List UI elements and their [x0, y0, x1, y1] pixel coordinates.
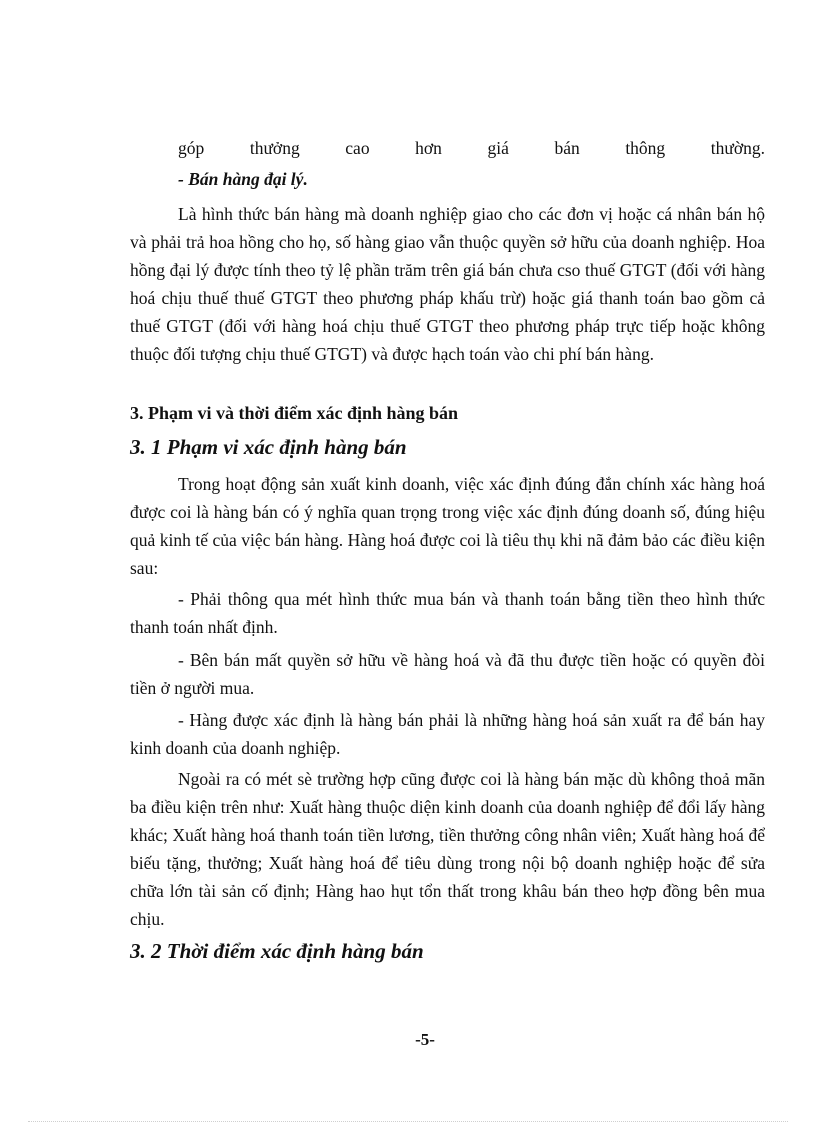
paragraph-scope: Trong hoạt động sản xuất kinh doanh, việc xác định đúng đắn chính xác hàng hoá được coi là hàng bán có ý nghĩa quan trọng trong việc xác định đúng doanh số, đúng hiệu quả kinh tế của việc bán hàng. Hàng hoá được coi là tiêu thụ khi nã đảm bảo các điều kiện sau: [130, 474, 765, 578]
heading-section-3-2: 3. 2 Thời điểm xác định hàng bán [130, 939, 424, 963]
subheading-agent-sales: - Bán hàng đại lý. [178, 169, 308, 189]
heading-section-3: 3. Phạm vi và thời điểm xác định hàng bán [130, 403, 459, 423]
paragraph-agent-sales: Là hình thức bán hàng mà doanh nghiệp giao cho các đơn vị hoặc cá nhân bán hộ và phải trả hoa hồng cho họ, số hàng giao vẫn thuộc quyền sở hữu của doanh nghiệp. Hoa hồng đại lý được tính theo tỷ lệ phần trăm trên giá bán chưa cso thuế GTGT (đối với hàng hoá chịu thuế thuế GTGT theo phương pháp khấu trừ) hoặc giá thanh toán bao gồm cả thuế GTGT (đối với hàng hoá chịu thuế GTGT theo phương pháp trực tiếp hoặc không thuộc đối tượng chịu thuế GTGT) và được hạch toán vào chi phí bán hàng. [130, 204, 765, 364]
paragraph-exceptions: Ngoài ra có mét sè trường hợp cũng được coi là hàng bán mặc dù không thoả mãn ba điều kiện trên như: Xuất hàng thuộc diện kinh doanh của doanh nghiệp để đổi lấy hàng khác; Xuất hàng hoá thanh toán tiền lương, tiền thưởng công nhân viên; Xuất hàng hoá để biếu tặng, thưởng; Xuất hàng hoá để tiêu dùng trong nội bộ doanh nghiệp hoặc để sửa chữa lớn tài sản cố định; Hàng hao hụt tổn thất trong khâu bán theo hợp đồng bên mua chịu. [130, 769, 765, 929]
page-number: -5- [415, 1030, 435, 1049]
condition-item-3: - Hàng được xác định là hàng bán phải là những hàng hoá sản xuất ra để bán hay kinh doanh của doanh nghiệp. [130, 710, 765, 758]
condition-item-1: - Phải thông qua mét hình thức mua bán và thanh toán bằng tiền theo hình thức thanh toán nhất định. [130, 589, 765, 637]
heading-section-3-1: 3. 1 Phạm vi xác định hàng bán [130, 435, 407, 459]
paragraph-continuation: góp thưởng cao hơn giá bán thông thường. [178, 138, 765, 158]
footer-divider [28, 1121, 788, 1122]
condition-item-2: - Bên bán mất quyền sở hữu về hàng hoá và đã thu được tiền hoặc có quyền đòi tiền ở người mua. [130, 650, 765, 698]
